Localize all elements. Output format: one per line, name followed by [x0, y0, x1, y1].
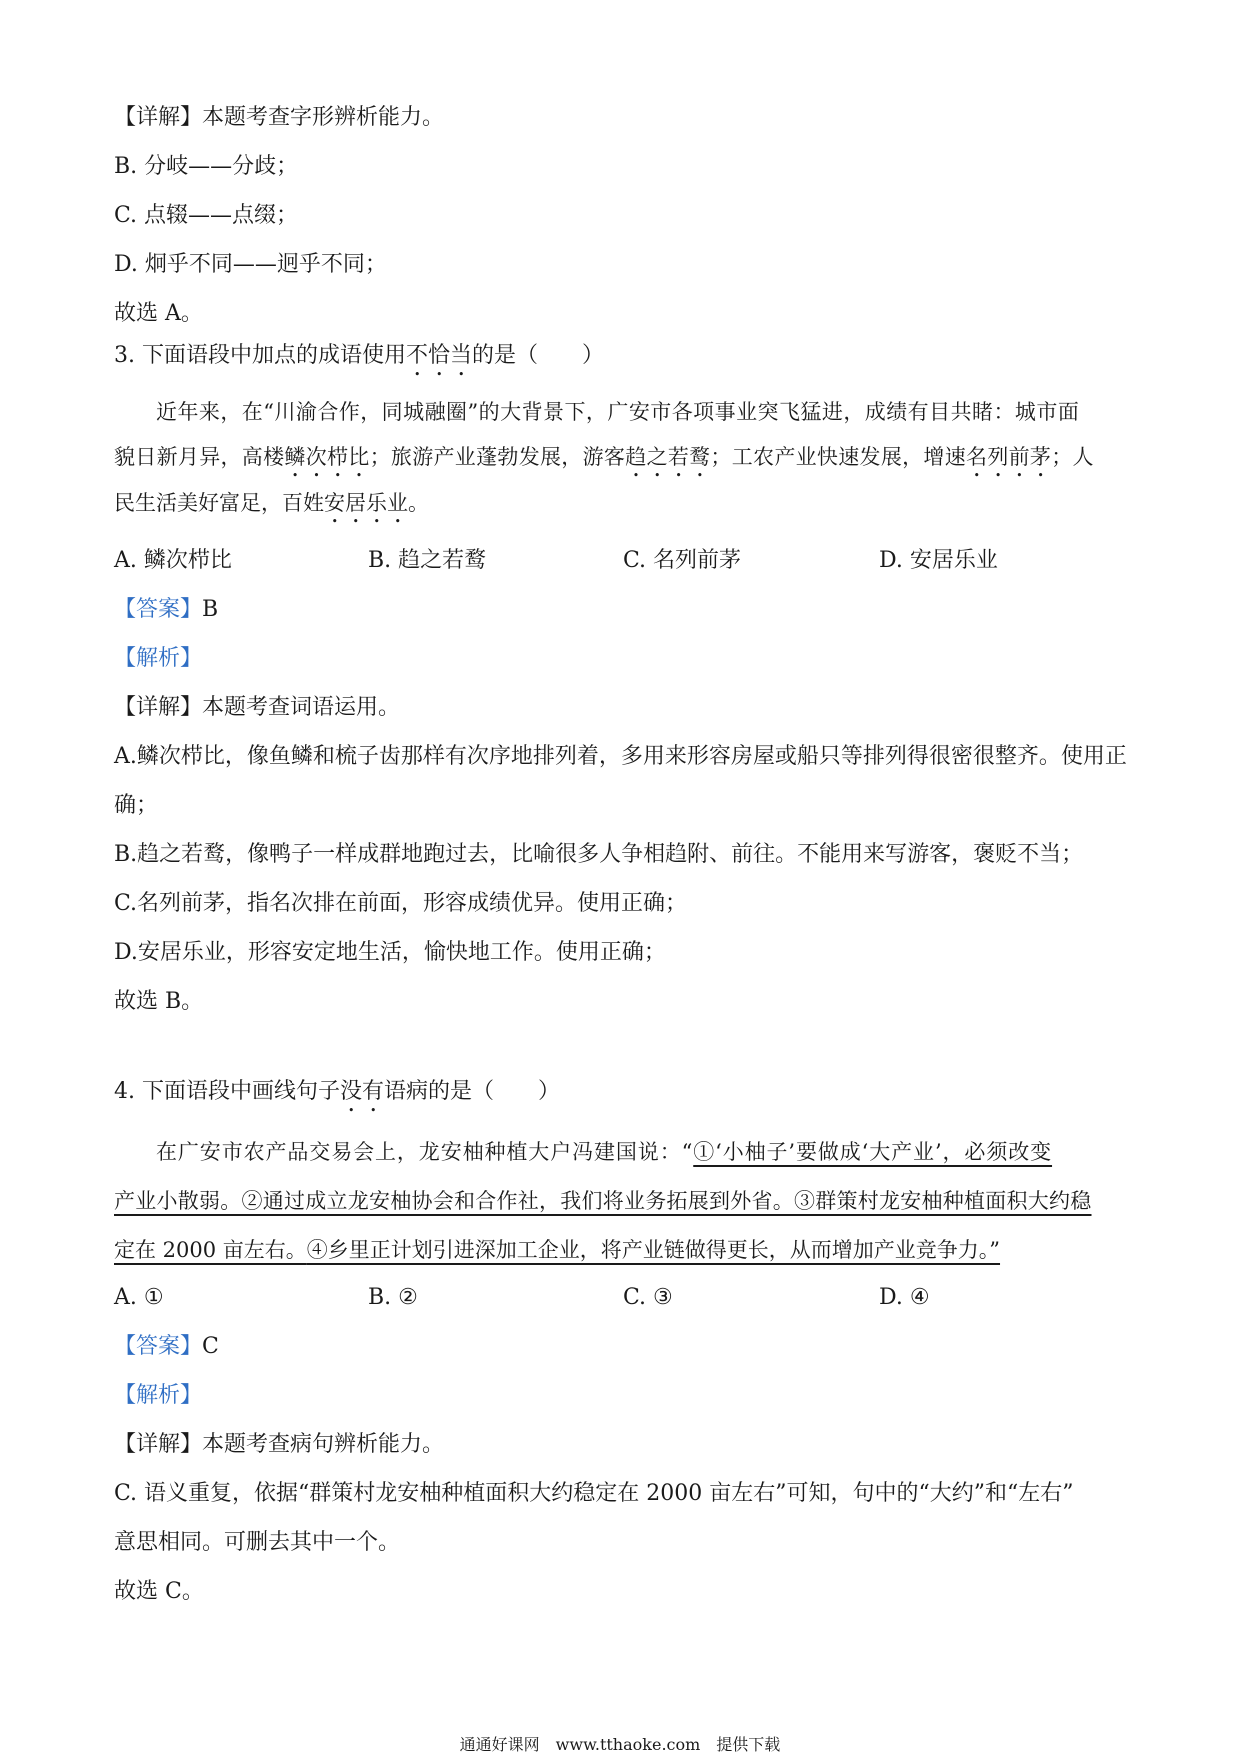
- q3-explanation-c: C.名列前茅，指名次排在前面，形容成绩优异。使用正确；: [114, 891, 688, 916]
- q3-conclusion: 故选 B。: [114, 989, 204, 1014]
- q3-detail: 【详解】本题考查词语运用。: [114, 695, 401, 720]
- q3-option-d: D. 安居乐业: [879, 548, 998, 573]
- q4-option-b: B. ②: [368, 1285, 418, 1310]
- q3-explanation-a-line-2: 确；: [114, 793, 159, 818]
- q3-passage-text: 。: [408, 491, 429, 515]
- q4-detail: 【详解】本题考查病句辨析能力。: [114, 1432, 445, 1457]
- q3-passage-text: 貌日新月异，高楼: [114, 445, 285, 469]
- q4-stem-emphasis: 没有: [339, 1079, 384, 1104]
- q3-passage-text: 民生活美好富足，百姓: [114, 491, 324, 515]
- q2-conclusion: 故选 A。: [114, 301, 203, 326]
- q3-idiom-dotted-1: 鳞次栉比: [284, 445, 370, 469]
- q4-stem-after: 语病的是（ ）: [384, 1079, 561, 1104]
- q2-option-c-correction: C. 点辍——点缀；: [114, 203, 299, 228]
- q4-passage-text: 在广安市农产品交易会上，龙安柚种植大户冯建国说：“: [156, 1140, 694, 1164]
- q3-explanation-a-line-1: A.鳞次栉比，像鱼鳞和梳子齿那样有次序地排列着，多用来形容房屋或船只等排列得很密很整齐。使用正: [114, 744, 1127, 769]
- q4-answer: [114, 1332, 219, 1362]
- q3-answer: [114, 595, 218, 625]
- q3-option-c: C. 名列前茅: [623, 548, 742, 573]
- q3-option-b: B. 趋之若鹜: [368, 548, 487, 573]
- q3-option-a: A. 鳞次栉比: [114, 548, 232, 573]
- q4-passage-line-1: [156, 1136, 1052, 1166]
- q4-underlined-sentence-3-end: 定在 2000 亩左右。: [114, 1238, 307, 1262]
- q3-stem-emphasis: 不恰当: [405, 343, 472, 368]
- q3-answer-label: 【答案】: [114, 597, 203, 622]
- q4-underlined-sentence-1-end: 产业小散弱。: [114, 1189, 242, 1213]
- q3-passage-text: ；工农产业快速发展，增速: [710, 445, 967, 469]
- q3-passage-line-2: [114, 441, 1094, 482]
- q2-option-d-correction: D. 炯乎不同——迥乎不同；: [114, 252, 387, 277]
- q3-idiom-dotted-2: 趋之若鹜: [625, 445, 711, 469]
- q4-conclusion: 故选 C。: [114, 1579, 204, 1604]
- q2-detail: 【详解】本题考查字形辨析能力。: [114, 105, 445, 130]
- q4-option-d: D. ④: [879, 1285, 930, 1310]
- q3-passage-text: ；旅游产业蓬勃发展，游客: [369, 445, 626, 469]
- q4-underlined-sentence-3: ③群策村龙安柚种植面积大约稳: [794, 1189, 1092, 1213]
- q4-underlined-sentence-4: ④乡里正计划引进深加工企业，将产业链做得更长，从而增加产业竞争力。”: [306, 1238, 1001, 1262]
- q3-explanation-b: B.趋之若鹜，像鸭子一样成群地跑过去，比喻很多人争相趋附、前往。不能用来写游客，褒贬不当；: [114, 842, 1084, 867]
- page-footer: 通通好课网 www.tthaoke.com 提供下载: [459, 1735, 781, 1754]
- q3-stem: [114, 341, 604, 381]
- q3-stem-before: 3. 下面语段中加点的成语使用: [114, 343, 406, 368]
- q3-stem-after: 的是（ ）: [472, 343, 605, 368]
- q3-idiom-dotted-4: 安居乐业: [324, 491, 408, 515]
- q4-answer-value: C: [202, 1334, 219, 1359]
- q4-passage-line-3: [114, 1234, 1000, 1264]
- q3-analysis-label: 【解析】: [114, 646, 203, 671]
- q4-stem: [114, 1077, 560, 1117]
- q4-analysis-label: 【解析】: [114, 1383, 203, 1408]
- q2-option-b-correction: B. 分岐——分歧；: [114, 154, 299, 179]
- q4-underlined-sentence-1: ①‘小柚子’要做成‘大产业’，必须改变: [693, 1140, 1053, 1164]
- q4-explanation-line-1: C. 语义重复，依据“群策村龙安柚种植面积大约稳定在 2000 亩左右”可知，句中的“大约”和“左右”: [114, 1481, 1074, 1506]
- q3-passage-line-3: [114, 487, 429, 528]
- q4-explanation-line-2: 意思相同。可删去其中一个。: [114, 1530, 401, 1555]
- q3-passage-line-1: 近年来，在“川渝合作，同城融圈”的大背景下，广安市各项事业突飞猛进，成绩有目共睹：城市面: [156, 400, 1080, 424]
- q4-stem-before: 4. 下面语段中画线句子: [114, 1079, 340, 1104]
- q3-answer-value: B: [202, 597, 219, 622]
- q3-passage-text: ；人: [1051, 445, 1094, 469]
- q3-explanation-d: D.安居乐业，形容安定地生活，愉快地工作。使用正确；: [114, 940, 666, 965]
- q4-underlined-sentence-2: ②通过成立龙安柚协会和合作社，我们将业务拓展到外省。: [241, 1189, 794, 1213]
- q4-passage-line-2: [114, 1185, 1092, 1215]
- q4-answer-label: 【答案】: [114, 1334, 203, 1359]
- q3-idiom-dotted-3: 名列前茅: [966, 445, 1052, 469]
- q4-option-a: A. ①: [114, 1285, 164, 1310]
- q4-option-c: C. ③: [623, 1285, 673, 1310]
